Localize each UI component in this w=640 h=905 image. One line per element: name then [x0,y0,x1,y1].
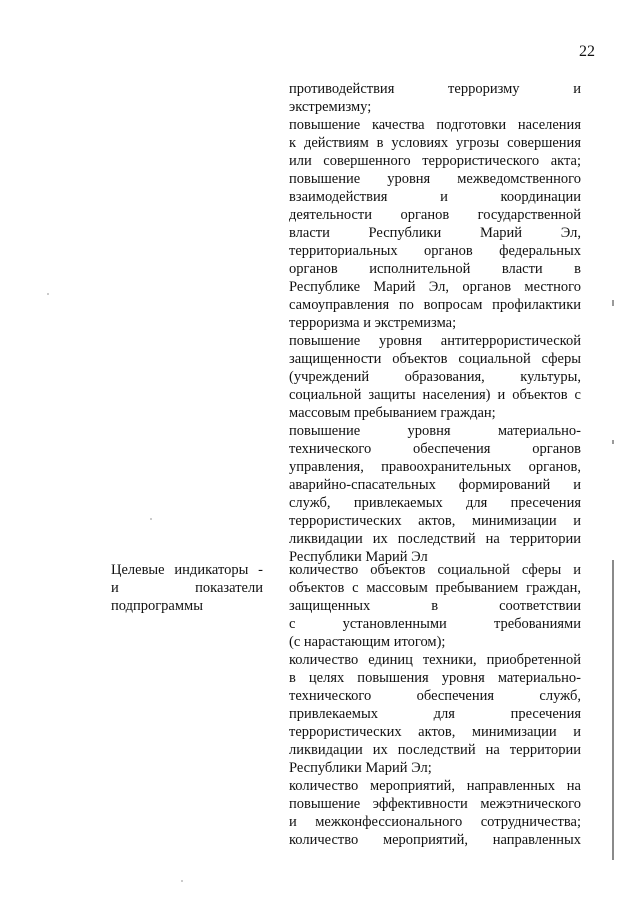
text-line: защищенности объектов социальной сферы [289,351,581,367]
text-line: повышение уровня межведомственного [289,171,581,187]
text-line: или совершенного террористического акта; [289,153,581,169]
text-line: террористических актов, минимизации и [289,513,581,529]
text-line: самоуправления по вопросам профилактики [289,297,581,313]
text-line: подпрограммы [111,598,203,614]
text-line: аварийно-спасательных формирований и [289,477,581,493]
text-line: террористических актов, минимизации и [289,724,581,740]
scan-speck [150,518,152,520]
scan-speck [181,880,183,882]
text-line: органов исполнительной власти в [289,261,581,277]
scan-margin-mark [612,440,614,444]
text-line: к действиям в условиях угрозы совершения [289,135,581,151]
text-line: служб, привлекаемых для пресечения [289,495,581,511]
text-line: объектов с массовым пребыванием граждан, [289,580,581,596]
text-line: Республики Марий Эл; [289,760,432,776]
text-line: ликвидации их последствий на территории [289,531,581,547]
text-line: повышение уровня материально- [289,423,581,439]
text-line: количество мероприятий, направленных [289,832,581,848]
text-line: деятельности органов государственной [289,207,581,223]
section-label-indicators [111,561,263,615]
text-line: и показатели [111,580,263,596]
page-number: 22 [579,43,595,60]
text-line: привлекаемых для пресечения [289,706,581,722]
text-line: количество мероприятий, направленных на [289,778,581,794]
text-line: количество объектов социальной сферы и [289,562,581,578]
text-line: повышение качества подготовки населения [289,117,581,133]
scan-margin-mark [612,300,614,306]
text-line: с установленными требованиями [289,616,581,632]
text-line: социальной защиты населения) и объектов с [289,387,581,403]
text-line: повышение эффективности межэтнического [289,796,581,812]
text-line: Республики Марий Эл [289,549,428,565]
text-line: и межконфессионального сотрудничества; [289,814,581,830]
text-line: массовым пребыванием граждан; [289,405,496,421]
text-line: ликвидации их последствий на территории [289,742,581,758]
text-line: управления, правоохранительных органов, [289,459,581,475]
text-line: власти Республики Марий Эл, [289,225,581,241]
text-line: (учреждений образования, культуры, [289,369,581,385]
text-line: в целях повышения уровня материально- [289,670,581,686]
text-line: технического обеспечения органов [289,441,581,457]
scan-speck [47,293,49,295]
text-line: взаимодействия и координации [289,189,581,205]
indicators-text-block [289,561,581,849]
text-line: противодействия терроризму и [289,81,581,97]
text-line: повышение уровня антитеррористической [289,333,581,349]
text-line: количество единиц техники, приобретенной [289,652,581,668]
text-line: технического обеспечения служб, [289,688,581,704]
text-line: (с нарастающим итогом); [289,634,446,650]
text-line: экстремизму; [289,99,372,115]
text-line: терроризма и экстремизма; [289,315,457,331]
scan-margin-mark [612,560,614,860]
text-line: Республике Марий Эл, органов местного [289,279,581,295]
text-line: территориальных органов федеральных [289,243,581,259]
text-line: защищенных в соответствии [289,598,581,614]
text-line: Целевые индикаторы - [111,562,263,578]
goals-text-block [289,80,581,566]
